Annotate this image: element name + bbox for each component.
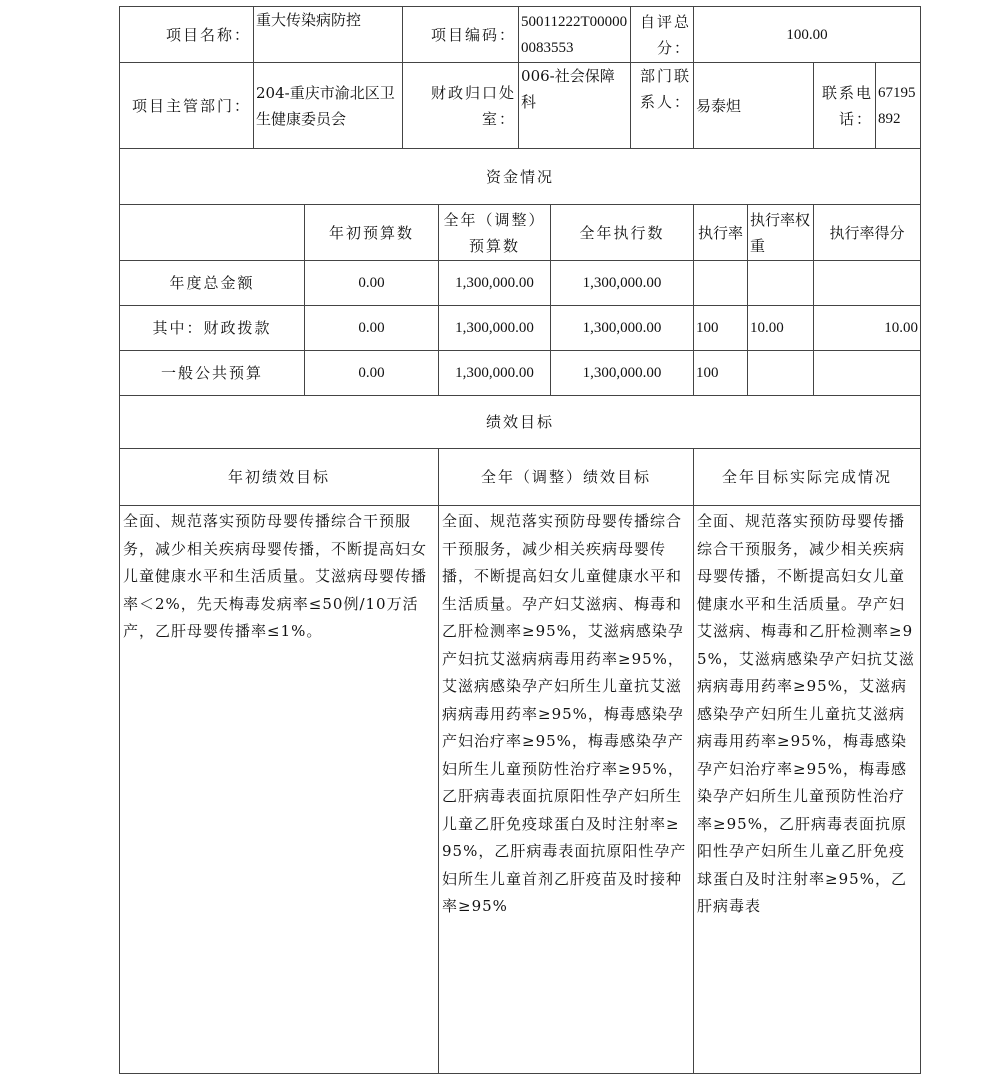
funds-row-label: 一般公共预算: [120, 351, 305, 396]
performance-adjusted-text: 全面、规范落实预防母婴传播综合干预服务，减少相关疾病母婴传播，不断提高妇女儿童健康水平和生活质量。孕产妇艾滋病、梅毒和乙肝检测率≥95%，艾滋病感染孕产妇抗艾滋病病毒用药率≥95%，艾滋病感染孕产妇所生儿童抗艾滋病病毒用药率≥95%，梅毒感染孕产妇治疗率≥95%，梅毒感染孕产妇所生儿童预防性治疗率≥95%，乙肝病毒表面抗原阳性孕产妇所生儿童乙肝免疫球蛋白及时注射率≥95%，乙肝病毒表面抗原阳性孕产妇所生儿童首剂乙肝疫苗及时接种率≥95%: [439, 506, 694, 1074]
project-name-value: 重大传染病防控: [254, 7, 403, 63]
finance-value: 006-社会保障科: [519, 63, 631, 149]
score-value: 100.00: [694, 7, 921, 63]
performance-header-actual: 全年目标实际完成情况: [694, 449, 921, 506]
funds-row-label: 其中：财政拨款: [120, 306, 305, 351]
project-name-label: 项目名称：: [120, 7, 254, 63]
funds-row-rate: 100: [694, 306, 748, 351]
performance-content-row: [120, 506, 921, 1074]
funds-row-label: 年度总金额: [120, 261, 305, 306]
funds-row-initial: 0.00: [305, 351, 439, 396]
funds-row-rate: [694, 261, 748, 306]
performance-header-adjusted: 全年（调整）绩效目标: [439, 449, 694, 506]
funds-section-title: 资金情况: [120, 149, 921, 205]
funds-section-row: [120, 149, 921, 205]
funds-row-weight: [748, 261, 814, 306]
dept-value: 204-重庆市渝北区卫生健康委员会: [254, 63, 403, 149]
dept-label: 项目主管部门：: [120, 63, 254, 149]
performance-header-initial: 年初绩效目标: [120, 449, 439, 506]
performance-section-row: [120, 396, 921, 449]
funds-row-adjusted: 1,300,000.00: [439, 261, 551, 306]
contact-value: 易泰炟: [694, 63, 814, 149]
funds-row-weight: [748, 351, 814, 396]
funds-row-score: 10.00: [814, 306, 921, 351]
funds-header-blank: [120, 205, 305, 261]
funds-header-weight: 执行率权重: [748, 205, 814, 261]
funds-header-rate: 执行率: [694, 205, 748, 261]
funds-header-score: 执行率得分: [814, 205, 921, 261]
performance-initial-text: 全面、规范落实预防母婴传播综合干预服务，减少相关疾病母婴传播，不断提高妇女儿童健康水平和生活质量。艾滋病母婴传播率＜2%，先天梅毒发病率≤50例/10万活产，乙肝母婴传播率≤1%。: [120, 506, 439, 1074]
performance-section-title: 绩效目标: [120, 396, 921, 449]
project-info-row-2: [120, 63, 921, 149]
performance-actual-text: 全面、规范落实预防母婴传播综合干预服务，减少相关疾病母婴传播，不断提高妇女儿童健康水平和生活质量。孕产妇艾滋病、梅毒和乙肝检测率≥95%，艾滋病感染孕产妇抗艾滋病病毒用药率≥95%，艾滋病感染孕产妇所生儿童抗艾滋病病毒用药率≥95%，梅毒感染孕产妇治疗率≥95%，梅毒感染孕产妇所生儿童预防性治疗率≥95%，乙肝病毒表面抗原阳性孕产妇所生儿童乙肝免疫球蛋白及时注射率≥95%，乙肝病毒表: [694, 506, 921, 1074]
performance-header-row: [120, 449, 921, 506]
funds-row-executed: 1,300,000.00: [551, 351, 694, 396]
funds-row-executed: 1,300,000.00: [551, 261, 694, 306]
phone-label: 联系电话：: [814, 63, 876, 149]
funds-row-rate: 100: [694, 351, 748, 396]
project-code-value: 50011222T000000083553: [519, 7, 631, 63]
funds-row-score: [814, 261, 921, 306]
funds-header-initial: 年初预算数: [305, 205, 439, 261]
funds-row-adjusted: 1,300,000.00: [439, 351, 551, 396]
finance-label: 财政归口处室：: [403, 63, 519, 149]
funds-row-weight: 10.00: [748, 306, 814, 351]
project-info-row-1: [120, 7, 921, 63]
funds-row-score: [814, 351, 921, 396]
contact-label: 部门联系人：: [631, 63, 694, 149]
funds-header-executed: 全年执行数: [551, 205, 694, 261]
funds-header-adjusted: 全年（调整）预算数: [439, 205, 551, 261]
performance-evaluation-table: [119, 6, 921, 1074]
funds-row-executed: 1,300,000.00: [551, 306, 694, 351]
funds-row-initial: 0.00: [305, 261, 439, 306]
funds-row: [120, 306, 921, 351]
funds-header-row: [120, 205, 921, 261]
funds-row: [120, 261, 921, 306]
funds-row: [120, 351, 921, 396]
funds-row-initial: 0.00: [305, 306, 439, 351]
phone-value: 67195892: [876, 63, 921, 149]
project-code-label: 项目编码：: [403, 7, 519, 63]
score-label: 自评总分：: [631, 7, 694, 63]
funds-row-adjusted: 1,300,000.00: [439, 306, 551, 351]
